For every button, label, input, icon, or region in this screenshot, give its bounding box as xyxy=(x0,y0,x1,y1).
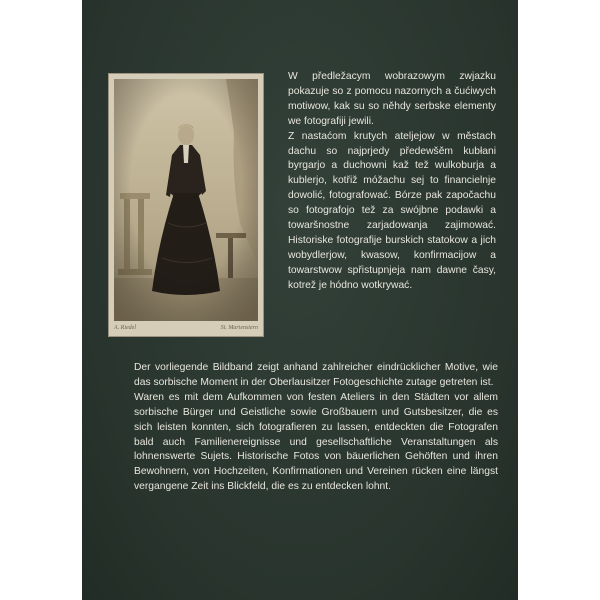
photographer-imprint: A. Riedel xyxy=(114,325,136,331)
german-blurb xyxy=(134,361,498,495)
german-paragraph-2: Waren es mit dem Aufkommen von festen Ateliers in den Städten vor allem sorbische Bürger und Geistliche sowie Großbauern und Gutsbesitzer, die es sich leisten konnten, sich fotografieren zu lassen, entdeckten die Fotografen bald auch Familienereignisse und gesellschaftliche Veranstaltungen als lohnenswerte Sujets. Historische Fotos von bäuerlichen Gehöften und ihren Bewohnern, von Hochzeiten, Konfirmationen und Vereinen rücken eine längst vergangene Zeit ins Blickfeld, die es zu entdecken lohnt. xyxy=(134,391,498,493)
sorbian-paragraph-1: W předležacym wobrazowym zwjazku pokazuje so z pomocu nazornych a čućiwych motiwow, kak su so něhdy serbske elementy we fotografiji jewili. xyxy=(288,71,496,127)
german-paragraph-1: Der vorliegende Bildband zeigt anhand zahlreicher eindrücklicher Motive, wie das sorbische Moment in der Oberlausitzer Fotogeschichte zutage getreten ist. xyxy=(134,362,498,388)
sorbian-blurb xyxy=(288,70,496,294)
studio-location-imprint: St. Marienstern xyxy=(220,325,258,331)
portrait-photo-icon xyxy=(108,73,264,337)
historical-portrait-photo xyxy=(108,73,264,337)
sorbian-paragraph-2: Z nastaćom krutych ateljejow w městach dachu so najprjedy předewšěm kubłani byrgarjo a duchowni kaž tež wulkoburja a kublerjo, kotřiž móžachu sej to financielnje dowolić, fotografować. Bórze pak započachu so fotografojo tež za swójbne podawki a towaršnostne zarjadowanja zajimować. Historiske fotografije burskich statokow a jich wobydlerjow, kwasow, konfirmacijow a towarstwow spřistupnjeja nam dawne časy, kotrež je hódno wotkrywać. xyxy=(288,130,496,291)
